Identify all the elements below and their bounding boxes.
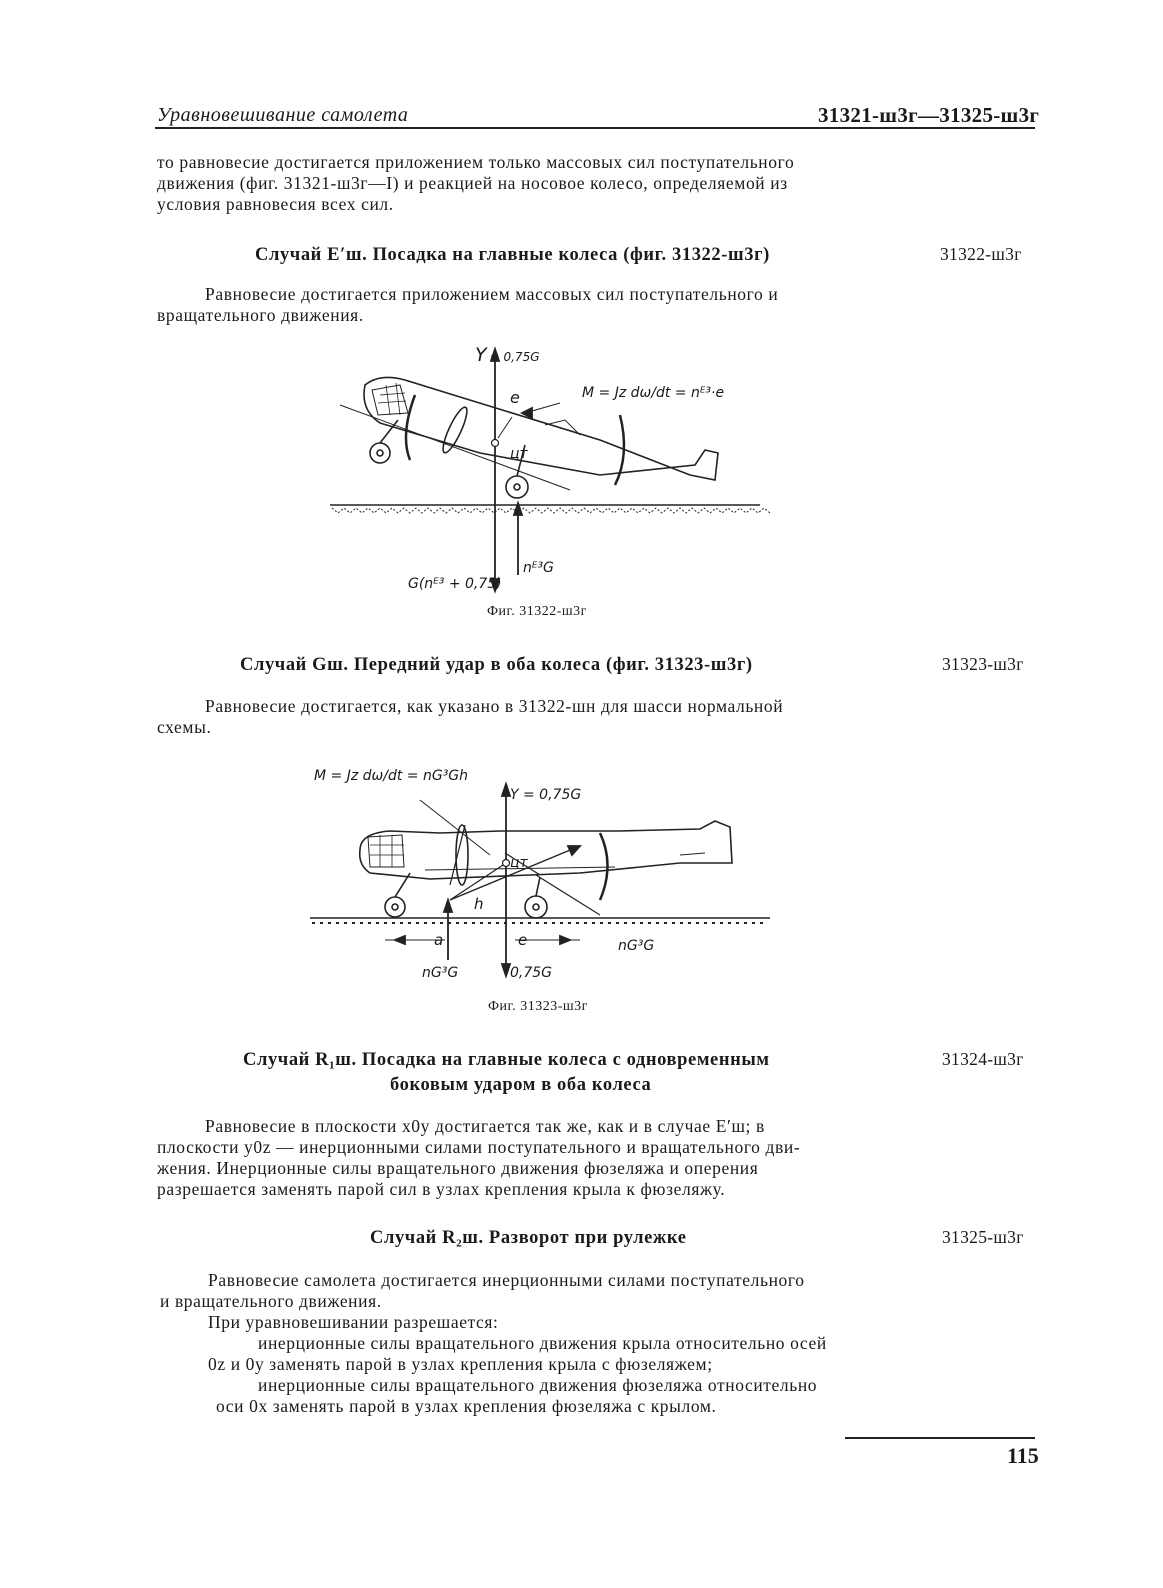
- label-cm: цт: [510, 855, 528, 871]
- section-code-31322: 31322-ш3г: [940, 244, 1022, 264]
- label-moment: M = Jz dω/dt = nᴱ³·e: [582, 385, 725, 401]
- text-line: Равновесие самолета достигается инерционными силами поступательного: [208, 1270, 805, 1290]
- section-code-31323: 31323-ш3г: [942, 654, 1024, 674]
- label-moment: M = Jz dω/dt = nG³Gh: [314, 768, 469, 784]
- header-rule: [155, 127, 1035, 129]
- center-of-mass-marker: [503, 860, 510, 867]
- section-code-31325: 31325-ш3г: [942, 1227, 1024, 1247]
- text-line: Равновесие в плоскости x0y достигается так же, как и в случае E′ш; в: [205, 1116, 765, 1136]
- ground-line: [310, 918, 770, 923]
- section2-paragraph: [157, 696, 937, 738]
- text-line: плоскости y0z — инерционными силами поступательного и вращательного дви-: [157, 1137, 801, 1157]
- aircraft-level: [360, 821, 732, 918]
- label-ng-left: nG³G: [422, 965, 459, 981]
- label-cm: цт: [510, 446, 528, 462]
- text-line: Равновесие достигается приложением массовых сил поступательного и: [205, 284, 779, 304]
- list-intro: При уравновешивании разрешается:: [208, 1312, 499, 1332]
- label-ng: nᴱ³G: [523, 560, 554, 576]
- section-heading-e: Случай E′ш. Посадка на главные колеса (фиг. 31322-ш3г): [255, 245, 770, 265]
- label-g-total: G(nᴱ³ + 0,75): [408, 576, 502, 592]
- label-e: e: [510, 388, 520, 407]
- label-ng-right: nG³G: [618, 938, 655, 954]
- figure-31323-diagram: [300, 755, 780, 1000]
- running-header-codes: 31321-ш3г—31325-ш3г: [818, 103, 1040, 127]
- list-item-2-line2: оси 0x заменять парой в узлах крепления фюзеляжа с крылом.: [216, 1396, 717, 1416]
- label-h: h: [474, 895, 484, 913]
- label-075g: 0,75G: [510, 965, 553, 981]
- ground-line: [330, 505, 770, 513]
- section3-paragraph: [157, 1116, 937, 1200]
- list-item-1-line1: инерционные силы вращательного движения крыла относительно осей: [258, 1333, 827, 1353]
- footer-rule: [845, 1437, 1035, 1439]
- text-line: Равновесие достигается, как указано в 31322-шн для шасси нормальной: [205, 696, 784, 716]
- figure-caption-31323: Фиг. 31323-ш3г: [488, 999, 588, 1014]
- figure-31322-diagram: [320, 335, 770, 610]
- force-arrows: [385, 784, 608, 976]
- text-line: движения (фиг. 31321-ш3г—I) и реакцией на носовое колесо, определяемой из: [157, 173, 788, 193]
- section4-paragraph: [160, 1270, 940, 1417]
- text-line: разрешается заменять парой сил в узлах крепления крыла к фюзеляжу.: [157, 1179, 726, 1199]
- text-line: и вращательного движения.: [160, 1291, 382, 1311]
- figure-caption-31322: Фиг. 31322-ш3г: [487, 604, 587, 619]
- section-code-31324: 31324-ш3г: [942, 1049, 1024, 1069]
- label-y: Y = 0,75G: [510, 787, 582, 803]
- text-line: жения. Инерционные силы вращательного движения фюзеляжа и оперения: [157, 1158, 759, 1178]
- section-heading-r2: Случай R₂ш. Разворот при рулежке: [370, 1228, 687, 1248]
- list-item-1-line2: 0z и 0y заменять парой в узлах крепления крыла с фюзеляжем;: [208, 1354, 713, 1374]
- intro-paragraph: [157, 152, 937, 215]
- label-a: a: [434, 931, 444, 949]
- text-line: вращательного движения.: [157, 305, 364, 325]
- section-heading-r1-line1: Случай R₁ш. Посадка на главные колеса с одновременным: [243, 1050, 770, 1070]
- label-y: Y = 0,75G: [475, 344, 540, 366]
- text-line: то равновесие достигается приложением только массовых сил поступательного: [157, 152, 795, 172]
- label-e: e: [518, 931, 528, 949]
- list-item-2-line1: инерционные силы вращательного движения фюзеляжа относительно: [258, 1375, 818, 1395]
- section-heading-g: Случай Gш. Передний удар в оба колеса (фиг. 31323-ш3г): [240, 655, 753, 675]
- section-heading-r1-line2: боковым ударом в оба колеса: [390, 1075, 652, 1095]
- page-number: 115: [1007, 1443, 1039, 1468]
- running-header-title: Уравновешивание самолета: [157, 104, 409, 126]
- center-of-mass-marker: [492, 440, 499, 447]
- text-line: схемы.: [157, 717, 212, 737]
- text-line: условия равновесия всех сил.: [157, 194, 394, 214]
- section1-paragraph: [157, 284, 937, 326]
